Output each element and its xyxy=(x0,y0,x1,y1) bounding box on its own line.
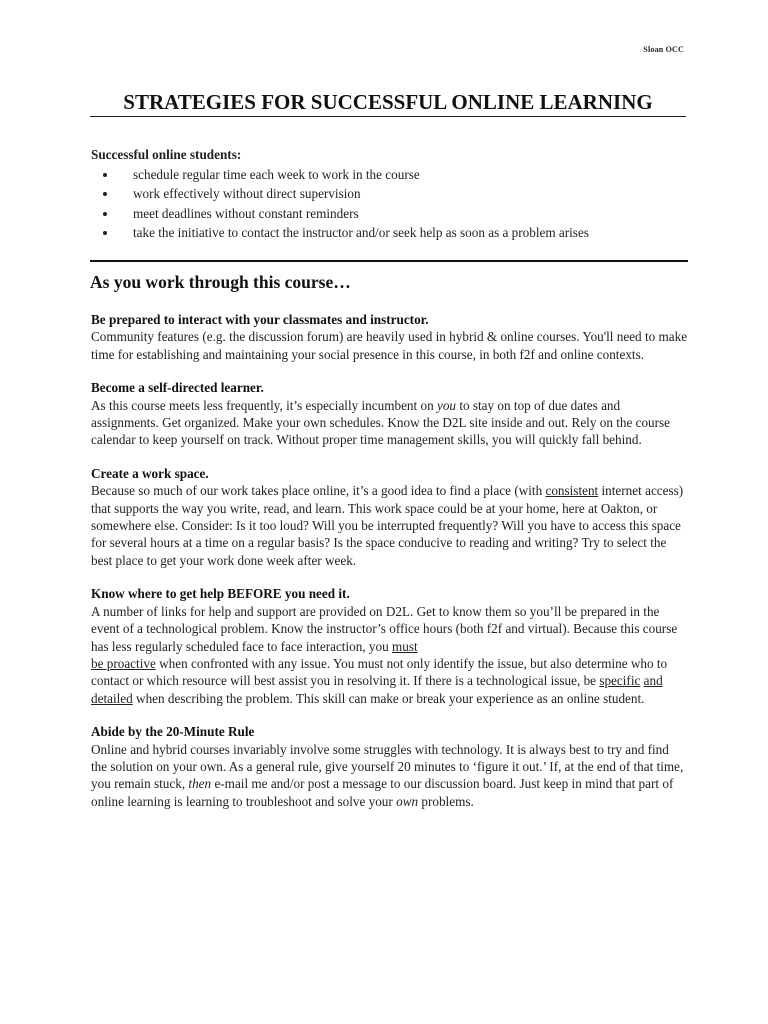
underlined-text: consistent xyxy=(545,483,599,499)
strategy-text xyxy=(91,741,688,811)
list-item: • take the initiative to contact the instructor and/or seek help as soon as a problem arises xyxy=(118,223,685,243)
emphasis-text: you xyxy=(436,397,457,413)
underlined-text: detailed xyxy=(91,690,133,706)
underlined-text: be proactive xyxy=(91,655,156,671)
text-run: e-mail me and/or post a message to our discussion board. Just keep in mind that part of online learning is learning to troubleshoot and solve your xyxy=(91,776,674,809)
strategy-block-20-minute-rule xyxy=(91,723,688,810)
strategy-block-get-help xyxy=(91,585,688,707)
text-run: A number of links for help and support are provided on D2L. Get to know them so you’ll be prepared in the event of a technological problem. Know the instructor’s office hours (both f2f and virtual). Because this course has less regularly scheduled face to face interaction, you xyxy=(91,603,678,654)
text-run: As this course meets less frequently, it’s especially incumbent on xyxy=(91,397,437,413)
text-run: Online and hybrid courses invariably involve some struggles with technology. It is always best to try and find the solution on your own. As a general rule, give yourself 20 minutes to ‘figure it out.’ If, at the end of that time, you remain stuck, xyxy=(91,741,684,792)
strategy-heading: Become a self-directed learner. xyxy=(91,380,264,396)
strategy-heading: Create a work space. xyxy=(91,465,209,481)
text-run: problems. xyxy=(418,793,474,809)
text-run: internet access) that supports the way you write, read, and learn. This work space could be at your home, here at Oakton, or somewhere else. Consider: Is it too loud? Will you be interrupted frequently? Will you have to access this space for several hours at a time on a regular basis? Is the space conducive to reading and writing? Try to select the best place to get your work done week after week. xyxy=(91,483,684,568)
header-note: Sloan OCC xyxy=(643,45,684,54)
underlined-text: specific xyxy=(599,673,641,689)
intro-section xyxy=(91,145,685,243)
strategy-block-work-space xyxy=(91,465,688,569)
section-heading: As you work through this course… xyxy=(90,272,351,292)
section-divider xyxy=(90,260,688,262)
text-run: to stay on top of due dates and assignments. Get organized. Make your own schedules. Know the D2L site inside and out. Rely on the course calendar to keep yourself on track. Without proper time management skills, you will quickly fall behind. xyxy=(91,397,671,448)
strategy-text xyxy=(91,397,688,449)
emphasis-text: own xyxy=(396,793,419,809)
title-underline xyxy=(90,116,686,117)
intro-list xyxy=(91,165,685,243)
list-item: • meet deadlines without constant reminders xyxy=(118,204,685,224)
strategy-heading: Be prepared to interact with your classmates and instructor. xyxy=(91,312,429,327)
list-item: • schedule regular time each week to work in the course xyxy=(118,165,685,185)
strategy-heading: Know where to get help BEFORE you need it. xyxy=(91,586,350,602)
underlined-text: must xyxy=(392,638,418,654)
text-run: Because so much of our work takes place online, it’s a good idea to find a place (with xyxy=(91,483,546,499)
underlined-text: and xyxy=(643,673,663,689)
strategies-body xyxy=(91,311,688,826)
text-run: when confronted with any issue. You must not only identify the issue, but also determine who to contact or which resource will best assist you in resolving it. If there is a technological issue, be xyxy=(91,655,668,689)
strategy-block-self-directed xyxy=(91,379,688,449)
list-item: • work effectively without direct supervision xyxy=(118,184,685,204)
strategy-text: Community features (e.g. the discussion forum) are heavily used in hybrid & online courses. You'll need to make time for establishing and maintaining your social presence in this course, in both f2f and online contexts. xyxy=(91,329,688,362)
intro-title: Successful online students: xyxy=(91,147,242,162)
text-run: when describing the problem. This skill can make or break your experience as an online student. xyxy=(132,690,645,706)
strategy-block-interact xyxy=(91,311,688,363)
strategy-text xyxy=(91,603,688,707)
strategy-text xyxy=(91,482,688,569)
page-title: STRATEGIES FOR SUCCESSFUL ONLINE LEARNING xyxy=(123,90,653,114)
emphasis-text: then xyxy=(188,776,212,792)
strategy-heading: Abide by the 20-Minute Rule xyxy=(91,724,255,740)
